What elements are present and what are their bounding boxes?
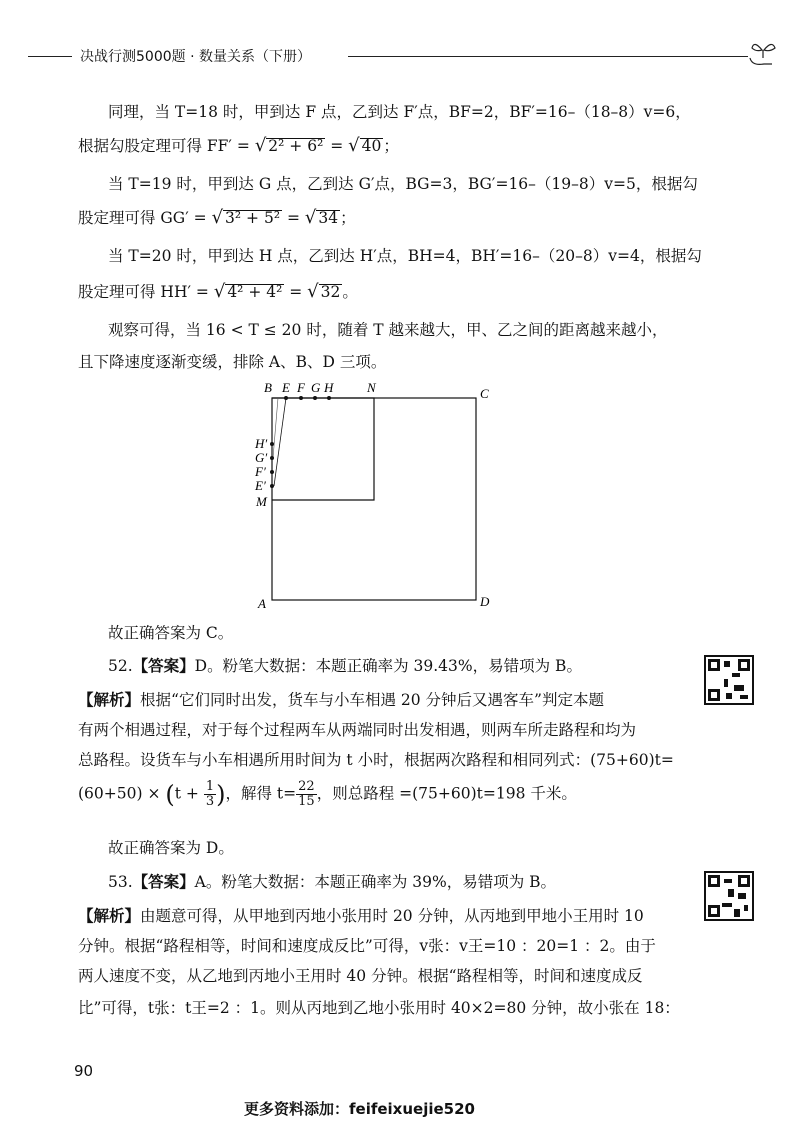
header-rule-left [28,56,72,57]
text-line-formula: 股定理可得 GG′ = √ 3² + 5² = √ 34 ； [78,207,356,228]
label-a: A [258,596,266,611]
q53-analysis-line [78,904,644,926]
answer-line: 故正确答案为 C。 [108,624,234,642]
label-h: H [324,380,334,395]
label-g-prime: G′ [255,450,268,465]
text-line: 且下降速度逐渐变缓，排除 A、B、D 三项。 [78,353,387,371]
sqrt-expr: 32 [320,283,341,301]
geometry-figure [250,378,510,613]
text-line-formula: (60+50) × (t + $\frac{1}{3}$ )，解得 t= $\frac{22}{15}$ ，则总路程 =(75+60)t=198 千米。 [78,779,577,809]
fraction: $\frac{22}{15}$ [298,779,315,809]
analysis-tag: 【解析】 [78,690,141,709]
point-e [284,396,288,400]
question-number: 53. [108,873,133,891]
q52-analysis-line [78,688,604,710]
sqrt-expr: 4² + 4² [227,283,283,301]
running-header [28,44,768,68]
sqrt-expr: 2² + 6² [268,137,324,155]
inner-path-bnm [272,398,374,500]
segment-ee [274,398,286,486]
text-line: 当 T=19 时，甲到达 G 点，乙到达 G′点，BG=3，BG′=16–（19–8）v=5，根据勾 [108,175,698,193]
text-line: 观察可得，当 16 < T ≤ 20 时，随着 T 越来越大，甲、乙之间的距离越来越小， [108,321,668,339]
segment-aux [273,398,278,458]
point-f-prime [270,470,274,474]
q53-answer-line [108,870,556,892]
point-h [327,396,331,400]
answer-line: 故正确答案为 D。 [108,839,234,857]
text: ； [340,209,356,227]
point-g [313,396,317,400]
fraction: $\frac{1}{3}$ [205,779,215,809]
text-line: 有两个相遇过程，对于每个过程两车从两端同时出发相遇，则两车所走路程和均为 [78,721,637,739]
header-rule-right [348,56,748,57]
answer-text: A。粉笔大数据：本题正确率为 39%，易错项为 B。 [194,873,557,891]
qr-code[interactable] [704,871,754,921]
text-line-formula: 根据勾股定理可得 FF′ = √ 2² + 6² = √ 40 ； [78,135,399,156]
text: 股定理可得 GG′ = [78,209,212,227]
text: = [282,209,305,227]
qr-code[interactable] [704,655,754,705]
point-g-prime [270,456,274,460]
answer-tag: 【答案】 [132,872,195,891]
point-e-prime [270,484,274,488]
question-number: 52. [108,657,133,675]
label-n: N [367,380,376,395]
answer-tag: 【答案】 [132,656,195,675]
label-m: M [256,494,267,509]
q52-answer-line [108,654,582,676]
label-h-prime: H′ [255,436,268,451]
point-f [299,396,303,400]
text: t + [174,784,204,803]
text-line: 同理，当 T=18 时，甲到达 F 点，乙到达 F′点，BF=2，BF′=16–（18–8）v=6， [108,103,691,121]
label-g: G [311,380,321,395]
label-f: F [297,380,305,395]
text-line: 总路程。设货车与小车相遇所用时间为 t 小时，根据两次路程和相同列式：(75+60)t= [78,751,674,769]
text-line: 当 T=20 时，甲到达 H 点，乙到达 H′点，BH=4，BH′=16–（20–8）v=4，根据勾 [108,247,702,265]
text: = [325,137,349,155]
text: ，解得 t= [225,784,297,803]
point-h-prime [270,442,274,446]
label-e: E [282,380,290,395]
text-line: 分钟。根据“路程相等，时间和速度成反比”可得，v张：v王=10 ：20=1 ：2。由于 [78,937,656,955]
text: ，则总路程 =(75+60)t=198 千米。 [316,784,577,803]
text: ； [383,137,399,155]
label-f-prime: F′ [255,464,266,479]
text: 根据勾股定理可得 FF′ = [78,137,255,155]
analysis-tag: 【解析】 [78,906,141,925]
sqrt-expr: 34 [318,209,339,227]
text-line-formula: 股定理可得 HH′ = √ 4² + 4² = √ 32 。 [78,281,358,302]
label-d: D [480,594,490,609]
text: 根据“它们同时出发，货车与小车相遇 20 分钟后又遇客车”判定本题 [140,691,604,709]
answer-text: D。粉笔大数据：本题正确率为 39.43%，易错项为 B。 [194,657,582,675]
label-b: B [264,380,272,395]
sqrt-expr: 3² + 5² [225,209,281,227]
text: (60+50) × [78,784,166,803]
text: 。 [342,283,358,301]
text: 由题意可得，从甲地到丙地小张用时 20 分钟，从丙地到甲地小王用时 10 [140,907,644,925]
text: 股定理可得 HH′ = [78,283,214,301]
text-line: 比”可得，t张：t王=2 ：1。则从丙地到乙地小张用时 40×2=80 分钟，故小张在 18： [78,999,680,1017]
label-e-prime: E′ [255,478,266,493]
text-line: 两人速度不变，从乙地到丙地小王用时 40 分钟。根据“路程相等，时间和速度成反 [78,967,643,985]
footer-note: 更多资料添加：feifeixuejie520 [244,1100,475,1118]
page-number: 90 [74,1062,94,1080]
sprout-icon [742,32,782,72]
text: = [284,283,308,301]
sqrt-expr: 40 [361,137,382,155]
label-c: C [480,386,489,401]
header-title: 决战行测5000题 · 数量关系（下册） [80,49,311,65]
